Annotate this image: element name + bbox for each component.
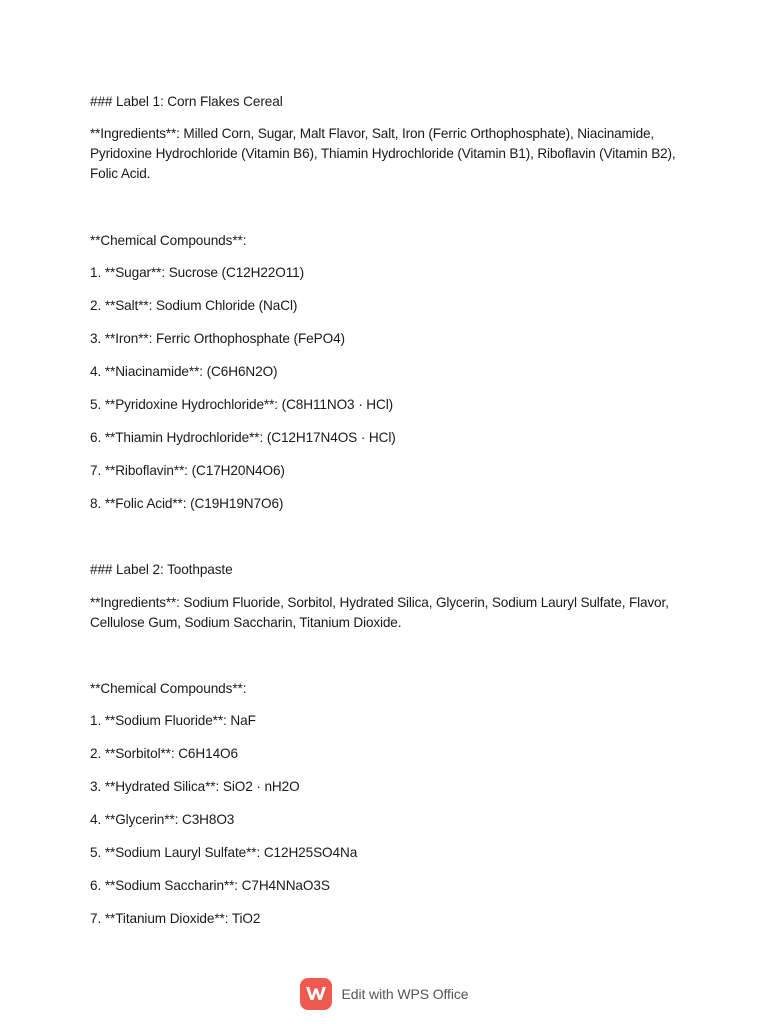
label1-compound-item: 6. **Thiamin Hydrochloride**: (C12H17N4OS · HCl) <box>90 430 396 445</box>
label2-compound-item: 1. **Sodium Fluoride**: NaF <box>90 713 256 728</box>
label2-compound-item: 4. **Glycerin**: C3H8O3 <box>90 812 235 827</box>
label1-compound-item: 2. **Salt**: Sodium Chloride (NaCl) <box>90 298 298 313</box>
label1-ingredients: **Ingredients**: Milled Corn, Sugar, Malt Flavor, Salt, Iron (Ferric Orthophosphate), Niacinamide, Pyridoxine Hydrochloride (Vitamin B6), Thiamin Hydrochloride (Vitamin B1), Riboflavin (Vitamin B2), Folic Acid. <box>90 126 676 181</box>
wps-office-logo-icon <box>300 978 332 1010</box>
label1-compound-item: 4. **Niacinamide**: (C6H6N2O) <box>90 364 278 379</box>
label2-heading: ### Label 2: Toothpaste <box>90 562 233 577</box>
label2-compound-item: 6. **Sodium Saccharin**: C7H4NNaO3S <box>90 878 330 893</box>
label1-heading: ### Label 1: Corn Flakes Cereal <box>90 94 283 109</box>
label1-compound-item: 3. **Iron**: Ferric Orthophosphate (FePO4) <box>90 331 345 346</box>
label2-compounds-heading: **Chemical Compounds**: <box>90 681 247 696</box>
label1-compounds-heading: **Chemical Compounds**: <box>90 233 247 248</box>
label1-compound-item: 1. **Sugar**: Sucrose (C12H22O11) <box>90 265 305 280</box>
label2-compound-item: 5. **Sodium Lauryl Sulfate**: C12H25SO4Na <box>90 845 358 860</box>
label1-compound-item: 8. **Folic Acid**: (C19H19N7O6) <box>90 496 284 511</box>
label1-compound-item: 5. **Pyridoxine Hydrochloride**: (C8H11NO3 · HCl) <box>90 397 394 412</box>
wps-edit-link[interactable]: Edit with WPS Office <box>341 986 469 1002</box>
wps-edit-footer[interactable] <box>0 976 768 1012</box>
label1-compound-item: 7. **Riboflavin**: (C17H20N4O6) <box>90 463 285 478</box>
label2-compound-item: 3. **Hydrated Silica**: SiO2 · nH2O <box>90 779 300 794</box>
label2-ingredients: **Ingredients**: Sodium Fluoride, Sorbitol, Hydrated Silica, Glycerin, Sodium Lauryl Sulfate, Flavor, Cellulose Gum, Sodium Saccharin, Titanium Dioxide. <box>90 595 669 630</box>
label2-compound-item: 7. **Titanium Dioxide**: TiO2 <box>90 911 261 926</box>
label2-compound-item: 2. **Sorbitol**: C6H14O6 <box>90 746 238 761</box>
